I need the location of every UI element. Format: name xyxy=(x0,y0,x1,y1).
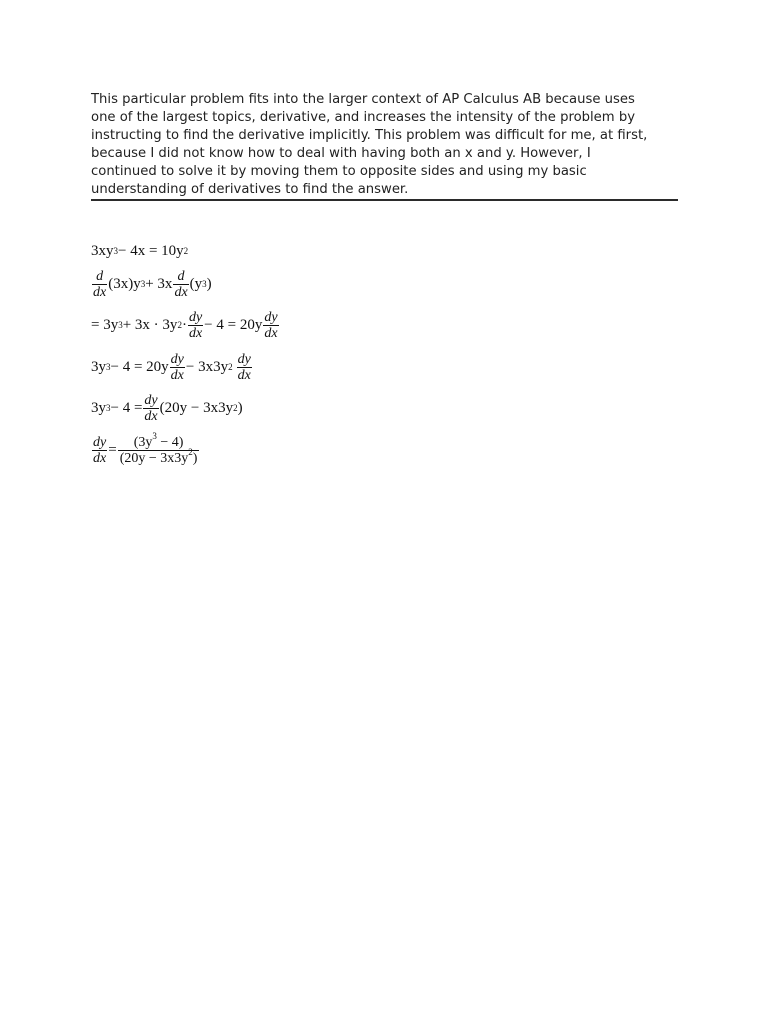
term: − 4 = xyxy=(110,399,143,416)
numerator: dy xyxy=(93,434,107,450)
paragraph-line: continued to solve it by moving them to opposite sides and using my basic xyxy=(91,164,587,179)
term: ) xyxy=(237,399,243,416)
fraction xyxy=(143,393,158,424)
numerator: dy xyxy=(264,309,278,325)
paragraph-line: instructing to find the derivative implicitly. This problem was difficult for me, at first, xyxy=(91,128,648,143)
term: 3xy xyxy=(91,242,114,259)
term: = 3y xyxy=(91,316,119,333)
equation-line-3: = 3y 3 + 3x · 3y 2 · $\frac{dy}{dx}$ − 4 = 20y $\frac{dy}{dx}$ xyxy=(91,309,278,341)
term: − 4) xyxy=(156,434,184,450)
term: + 3x xyxy=(145,275,173,292)
term: + 3x · 3y xyxy=(122,316,178,333)
term: 3y xyxy=(91,358,106,375)
numerator: dy xyxy=(237,351,251,367)
equation-line-4: 3y 3 − 4 = 20y $\frac{dy}{dx}$ − 3x3y 2 $\frac{dy}{dx}$ xyxy=(91,351,251,383)
explanation-paragraph xyxy=(91,91,681,199)
denominator: dx xyxy=(237,367,251,383)
paragraph-line: one of the largest topics, derivative, and increases the intensity of the problem by xyxy=(91,110,636,125)
term: ) xyxy=(192,450,198,466)
paragraph-line: because I did not know how to deal with having both an x and y. However, I xyxy=(91,146,591,161)
term: ) xyxy=(206,275,212,292)
denominator: dx xyxy=(174,284,188,300)
equation-line-5: 3y 3 − 4 = $\frac{dy}{dx}$ (20y − 3x3y 2 ) xyxy=(91,392,243,424)
equation-line-1: 3xy 3 − 4x = 10y 2 xyxy=(91,242,189,259)
fraction xyxy=(173,269,188,300)
denominator: dx xyxy=(93,284,107,300)
term: − 4x = 10y xyxy=(118,242,184,259)
numerator: d xyxy=(96,268,104,284)
term: (20y − 3x3y xyxy=(159,399,234,416)
denominator: dx xyxy=(93,450,107,466)
horizontal-divider xyxy=(91,199,678,201)
term: (3x)y xyxy=(108,275,141,292)
term: (3y xyxy=(133,434,153,450)
numerator: dy xyxy=(144,392,158,408)
term: − 3x3y xyxy=(185,358,229,375)
term: (y xyxy=(189,275,203,292)
denominator xyxy=(118,446,200,466)
term: · xyxy=(181,316,187,333)
term: = xyxy=(108,441,117,458)
exponent: 2 xyxy=(188,446,193,457)
numerator: d xyxy=(177,268,185,284)
fraction xyxy=(188,310,203,341)
result-fraction xyxy=(118,430,200,466)
denominator: dx xyxy=(264,325,278,341)
numerator: dy xyxy=(188,309,203,325)
fraction xyxy=(170,352,185,383)
fraction xyxy=(92,435,107,466)
paragraph-line: understanding of derivatives to find the answer. xyxy=(91,182,409,197)
equation-line-2: $\frac{d}{dx}$ (3x)y 3 + 3x $\frac{d}{dx}$ (y 3 ) xyxy=(93,268,212,300)
denominator: dx xyxy=(144,408,158,424)
exponent: 3 xyxy=(152,430,157,441)
derivation xyxy=(91,238,491,472)
denominator: dx xyxy=(188,325,203,341)
numerator xyxy=(132,430,186,450)
term: − 4 = 20y xyxy=(110,358,169,375)
term: − 4 = 20y xyxy=(204,316,263,333)
fraction xyxy=(92,269,107,300)
denominator: dx xyxy=(170,367,184,383)
fraction xyxy=(237,352,252,383)
numerator: dy xyxy=(170,351,184,367)
term: (20y − 3x3y xyxy=(119,450,189,466)
equation-line-6 xyxy=(91,428,491,472)
term: 3y xyxy=(91,399,106,416)
fraction xyxy=(263,310,278,341)
paragraph-line: This particular problem fits into the larger context of AP Calculus AB because uses xyxy=(91,92,635,107)
